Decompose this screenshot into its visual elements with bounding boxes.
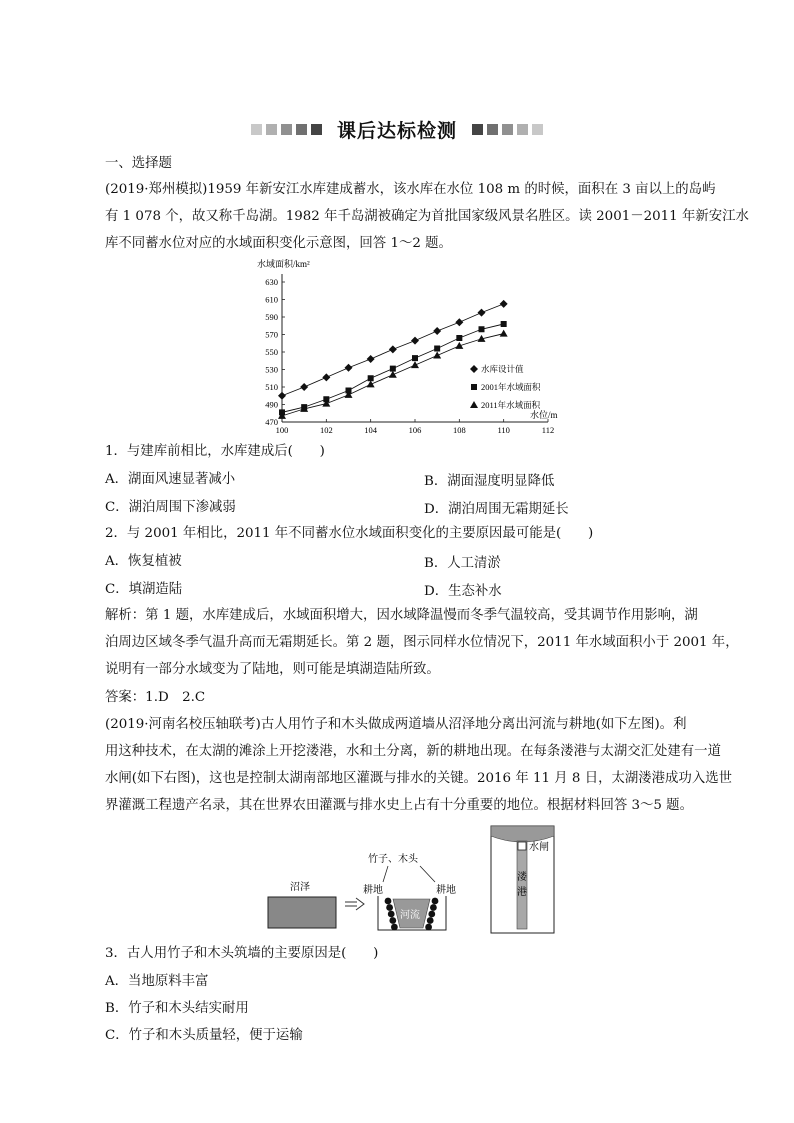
bamboo-post: [432, 898, 439, 905]
q1-stem: 1．与建库前相比，水库建成后( ): [105, 444, 325, 459]
q2-option-c: C．填湖造陆: [105, 582, 183, 597]
series-1-point: [411, 337, 419, 345]
analysis-line2: 泊周边区域冬季气温升高而无霜期延长。第 2 题，图示同样水位情况下，2011 年水域面积小于 2001 年，: [105, 635, 739, 650]
analysis-line1: 解析：第 1 题，水库建成后，水域面积增大，因水域降温慢而冬季气温较高，受其调节作用影响，湖: [105, 608, 698, 623]
farmland-right-label: 耕地: [436, 885, 456, 896]
x-tick-label: 110: [497, 425, 510, 435]
page-title: 课后达标检测: [336, 120, 457, 142]
series-2-point: [434, 346, 440, 352]
para2-line1: (2019·河南名校压轴联考)古人用竹子和木头做成两道墙从沼泽地分离出河流与耕地(如下左图)。利: [105, 717, 687, 732]
sluice-label: 水闸: [529, 842, 549, 853]
swamp-label: 沼泽: [290, 882, 310, 893]
bamboo-post: [385, 898, 392, 905]
legend-label-3: 2011年水域面积: [481, 400, 541, 410]
series-2-point: [479, 326, 485, 332]
q1-option-b: B．湖面湿度明显降低: [424, 474, 555, 489]
decor-square-icon: [472, 124, 483, 135]
farmland-left-label: 耕地: [363, 885, 383, 896]
y-tick-label: 530: [265, 364, 278, 375]
canal-strip: [517, 841, 527, 929]
series-1-point: [455, 318, 463, 326]
series-1-point: [322, 373, 330, 381]
chart-ylabel: 水域面积/km²: [257, 259, 310, 269]
series-2-point: [368, 375, 374, 381]
series-3-point: [500, 330, 508, 337]
q2-option-a: A．恢复植被: [105, 554, 182, 569]
series-2-point: [390, 366, 396, 372]
answer-text: 答案：1.D 2.C: [105, 690, 206, 705]
series-1-point: [278, 392, 286, 400]
legend-marker-3: [470, 401, 478, 408]
y-tick-label: 590: [265, 312, 278, 322]
series-2-point: [501, 321, 507, 327]
decor-square-icon: [281, 124, 292, 135]
decor-square-icon: [266, 124, 277, 135]
series-2-point: [412, 355, 418, 361]
analysis-line3: 说明有一部分水域变为了陆地，则可能是填湖造陆所致。: [105, 662, 440, 677]
y-tick-label: 490: [265, 399, 278, 410]
x-tick-label: 108: [452, 425, 466, 435]
decor-square-icon: [487, 124, 498, 135]
q3-option-a: A．当地原料丰富: [105, 974, 209, 989]
q3-option-b: B．竹子和木头结实耐用: [105, 1001, 249, 1016]
series-3-point: [433, 352, 441, 359]
series-1-point: [367, 355, 375, 363]
series-1-point: [389, 345, 397, 353]
series-1-point: [433, 327, 441, 335]
canal-char2: 港: [517, 887, 527, 898]
q1-option-d: D．湖泊周围无霜期延长: [424, 502, 569, 517]
series-2-point: [456, 335, 462, 341]
arrow-icon: [345, 898, 364, 910]
y-tick-label: 470: [265, 417, 278, 427]
section-header: [0, 116, 794, 143]
q2-option-b: B．人工清淤: [424, 556, 501, 571]
water-area-chart: [250, 256, 570, 440]
series-1-point: [500, 300, 508, 308]
y-tick-label: 570: [265, 329, 278, 340]
bamboo-post: [391, 924, 398, 931]
canal-char1: 溇: [517, 872, 527, 883]
bamboo-post: [430, 904, 437, 911]
series-3-point: [411, 361, 419, 368]
section-title: 一、选择题: [105, 156, 172, 171]
para1-line1: (2019·郑州模拟)1959 年新安江水库建成蓄水，该水库在水位 108 m 的时候，面积在 3 亩以上的岛屿: [105, 182, 716, 197]
bamboo-post: [428, 911, 435, 918]
legend-marker-2: [471, 384, 477, 390]
y-tick-label: 630: [265, 277, 278, 287]
decor-square-icon: [502, 124, 513, 135]
q3-stem: 3．古人用竹子和木头筑墙的主要原因是( ): [105, 946, 379, 961]
q2-option-d: D．生态补水: [424, 584, 502, 599]
q2-stem: 2．与 2001 年相比，2011 年不同蓄水位水域面积变化的主要原因最可能是( ): [105, 526, 594, 541]
q3-option-c: C．竹子和木头质量轻，便于运输: [105, 1028, 303, 1043]
legend-label-1: 水库设计值: [481, 364, 524, 374]
bamboo-post: [389, 917, 396, 924]
decor-square-icon: [311, 124, 322, 135]
decor-square-icon: [251, 124, 262, 135]
para2-line4: 界灌溉工程遗产名录，其在世界农田灌溉与排水史上占有十分重要的地位。根据材料回答 3～5 题。: [105, 798, 693, 813]
legend-label-2: 2001年水域面积: [481, 382, 541, 392]
bamboo-post: [388, 911, 395, 918]
bamboo-post: [427, 917, 434, 924]
q1-option-a: A．湖面风速显著减小: [105, 472, 236, 487]
series-1-point: [345, 364, 353, 372]
bamboo-wall-diagram: [260, 822, 560, 937]
series-3-point: [389, 371, 397, 378]
chart-xlabel: 水位/m: [530, 410, 558, 420]
decor-square-icon: [296, 124, 307, 135]
x-tick-label: 102: [319, 425, 333, 435]
decor-square-icon: [532, 124, 543, 135]
series-3-point: [367, 380, 375, 387]
decor-square-icon: [517, 124, 528, 135]
bamboo-post: [425, 924, 432, 931]
para1-line3: 库不同蓄水位对应的水域面积变化示意图，回答 1～2 题。: [105, 236, 452, 251]
bamboo-label: 竹子、木头: [368, 854, 418, 865]
series-1-point: [300, 383, 308, 391]
bamboo-post: [386, 904, 393, 911]
y-tick-label: 610: [265, 294, 278, 305]
sluice-gate: [518, 842, 526, 850]
swamp-block: [268, 897, 336, 928]
x-tick-label: 100: [275, 425, 289, 435]
river-label: 河流: [400, 910, 420, 921]
y-tick-label: 550: [265, 347, 278, 357]
para2-line3: 水闸(如下右图)，这也是控制太湖南部地区灌溉与排水的关键。2016 年 11 月 8 日，太湖溇港成功入选世: [105, 771, 732, 786]
y-tick-label: 510: [265, 382, 278, 392]
legend-marker-1: [470, 365, 478, 373]
x-tick-label: 112: [541, 425, 555, 435]
para2-line2: 用这种技术，在太湖的滩涂上开挖溇港，水和土分离，新的耕地出现。在每条溇港与太湖交汇处建有一道: [105, 744, 721, 759]
q1-option-c: C．湖泊周围下渗减弱: [105, 500, 236, 515]
series-1-point: [478, 309, 486, 317]
para1-line2: 有 1 078 个，故又称千岛湖。1982 年千岛湖被确定为首批国家级风景名胜区。读 2001－2011 年新安江水: [105, 209, 749, 224]
x-tick-label: 106: [408, 425, 422, 435]
x-tick-label: 104: [364, 425, 378, 435]
